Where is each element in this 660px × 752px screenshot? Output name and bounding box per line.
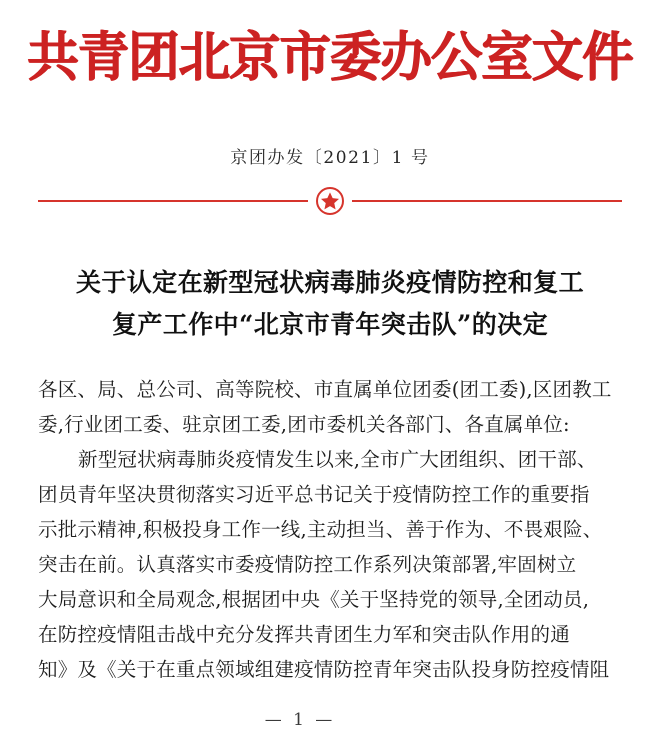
paragraph-line: 在防控疫情阻击战中充分发挥共青团生力军和突击队作用的通 xyxy=(38,623,570,646)
paragraph-line: 示批示精神,积极投身工作一线,主动担当、善于作为、不畏艰险、 xyxy=(38,518,603,541)
page-title-line-1: 关于认定在新型冠状病毒肺炎疫情防控和复工 xyxy=(75,268,584,297)
separator-line-right xyxy=(352,200,622,202)
masthead xyxy=(0,24,660,90)
page-title-line-2: 复产工作中“北京市青年突击队”的决定 xyxy=(112,310,548,339)
red-star-icon xyxy=(316,187,344,215)
page-title xyxy=(40,262,620,346)
salutation-line: 各区、局、总公司、高等院校、市直属单位团委(团工委),区团教工 xyxy=(38,378,612,401)
salutation-line: 委,行业团工委、驻京团工委,团市委机关各部门、各直属单位: xyxy=(38,413,570,436)
masthead-title: 共青团北京市委办公室文件 xyxy=(27,26,633,88)
red-star-separator xyxy=(38,186,622,216)
body-text xyxy=(38,372,626,687)
paragraph-line: 知》及《关于在重点领域组建疫情防控青年突击队投身防控疫情阻 xyxy=(38,658,610,681)
document-number: 京团办发〔2021〕1 号 xyxy=(230,148,430,168)
document-number-row xyxy=(0,146,660,170)
paragraph-line: 突击在前。认真落实市委疫情防控工作系列决策部署,牢固树立 xyxy=(38,553,577,576)
page-number: — 1 — xyxy=(264,710,336,730)
page-footer xyxy=(0,708,660,732)
paragraph-line: 新型冠状病毒肺炎疫情发生以来,全市广大团组织、团干部、 xyxy=(78,448,597,471)
separator-line-left xyxy=(38,200,308,202)
paragraph-line: 团员青年坚决贯彻落实习近平总书记关于疫情防控工作的重要指 xyxy=(38,483,590,506)
paragraph-line: 大局意识和全局观念,根据团中央《关于坚持党的领导,全团动员, xyxy=(38,588,590,611)
